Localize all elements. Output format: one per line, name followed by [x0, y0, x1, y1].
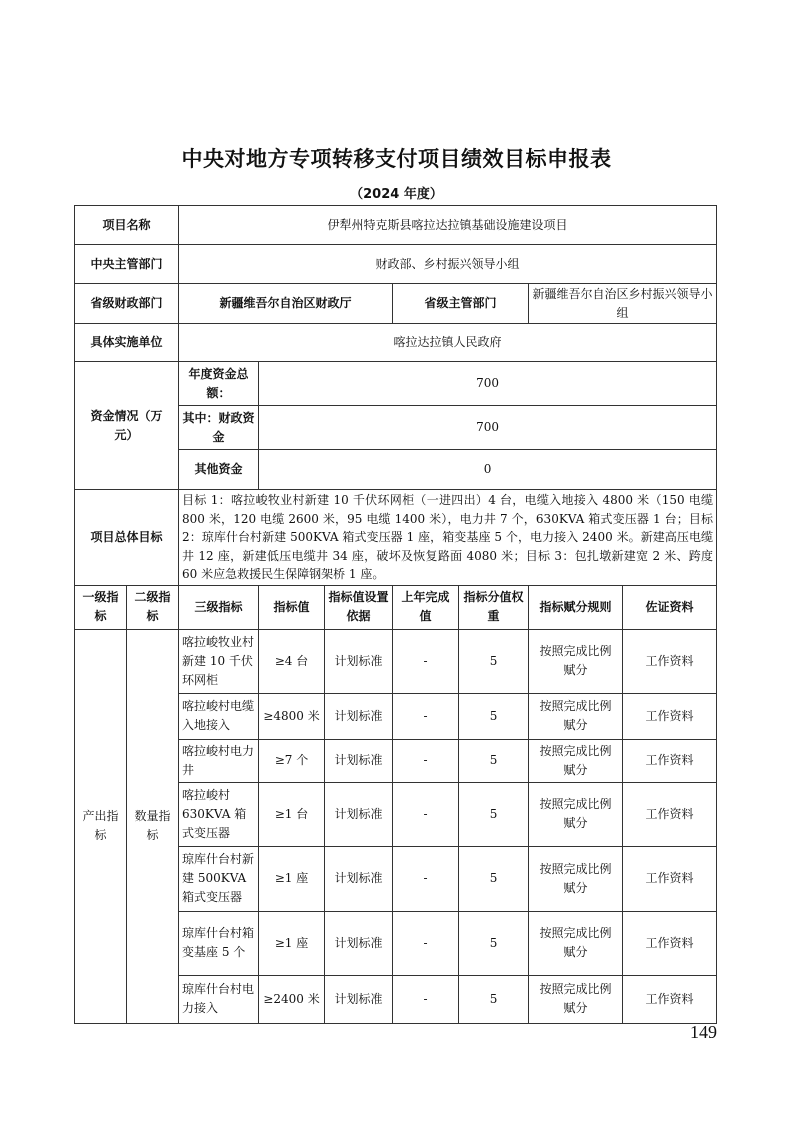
unit-label: 具体实施单位: [75, 324, 179, 362]
indicator-basis: 计划标准: [325, 629, 393, 693]
indicator-basis: 计划标准: [325, 846, 393, 911]
indicator-weight: 5: [459, 629, 529, 693]
prov-dept-label: 省级主管部门: [393, 284, 529, 324]
row-annual-funds: [75, 362, 717, 406]
indicator-evidence: 工作资料: [623, 975, 717, 1023]
col-header-level1: 一级指标: [75, 585, 127, 629]
goal-text: 目标 1：喀拉峻牧业村新建 10 千伏环网柜（一进四出）4 台，电缆入地接入 4800 米（150 电缆 800 米，120 电缆 2600 米，95 电缆 1400 米），电力井 7 个，630KVA 箱式变压器 1 台；目标 2：琼库什台村新建 500KVA 箱式变压器 1 座，箱变基座 5 个，电力接入 2400 米。新建高压电缆井 12 座，新建低压电缆井 34 座，破坏及恢复路面 4080 米；目标 3：包扎墩新建宽 2 米、跨度 60 米应急救援民生保障钢架桥 1 座。: [179, 490, 717, 586]
prov-dept-value: 新疆维吾尔自治区乡村振兴领导小组: [529, 284, 717, 324]
indicator-prev: -: [393, 846, 459, 911]
prov-finance-value: 新疆维吾尔自治区财政厅: [179, 284, 393, 324]
indicator-weight: 5: [459, 782, 529, 846]
indicator-prev: -: [393, 911, 459, 975]
document-year: （2024 年度）: [350, 187, 443, 202]
col-header-rule: 指标赋分规则: [529, 585, 623, 629]
funds-label: 资金情况（万元）: [75, 362, 179, 490]
indicator-basis: 计划标准: [325, 975, 393, 1023]
indicator-basis: 计划标准: [325, 739, 393, 782]
level1-cell: 产出指标: [75, 629, 127, 1023]
indicator-basis: 计划标准: [325, 911, 393, 975]
indicator-prev: -: [393, 693, 459, 739]
project-name-label: 项目名称: [75, 206, 179, 245]
other-funds-label: 其他资金: [179, 450, 259, 490]
indicator-name: 琼库什台村新建 500KVA 箱式变压器: [179, 846, 259, 911]
indicator-rule: 按照完成比例赋分: [529, 911, 623, 975]
document-title: 中央对地方专项转移支付项目绩效目标申报表: [181, 147, 612, 171]
indicator-value: ≥2400 米: [259, 975, 325, 1023]
table-row: [75, 629, 717, 693]
indicator-weight: 5: [459, 975, 529, 1023]
indicator-name: 喀拉峻牧业村新建 10 千伏环网柜: [179, 629, 259, 693]
indicator-rule: 按照完成比例赋分: [529, 846, 623, 911]
indicator-prev: -: [393, 739, 459, 782]
annual-funds-value: 700: [259, 362, 717, 406]
indicator-rule: 按照完成比例赋分: [529, 975, 623, 1023]
indicator-basis: 计划标准: [325, 782, 393, 846]
indicator-prev: -: [393, 629, 459, 693]
indicator-rule: 按照完成比例赋分: [529, 782, 623, 846]
indicator-prev: -: [393, 975, 459, 1023]
indicator-weight: 5: [459, 911, 529, 975]
row-project-name: [75, 206, 717, 245]
indicator-name: 琼库什台村电力接入: [179, 975, 259, 1023]
unit-value: 喀拉达拉镇人民政府: [179, 324, 717, 362]
indicator-value: ≥1 座: [259, 846, 325, 911]
col-header-weight: 指标分值权重: [459, 585, 529, 629]
indicator-evidence: 工作资料: [623, 739, 717, 782]
indicator-value: ≥1 座: [259, 911, 325, 975]
indicator-name: 琼库什台村箱变基座 5 个: [179, 911, 259, 975]
row-unit: [75, 324, 717, 362]
indicator-name: 喀拉峻村电力井: [179, 739, 259, 782]
indicator-weight: 5: [459, 693, 529, 739]
level2-cell: 数量指标: [127, 629, 179, 1023]
row-central-dept: [75, 245, 717, 284]
indicator-value: ≥4 台: [259, 629, 325, 693]
fiscal-funds-value: 700: [259, 406, 717, 450]
col-header-prev: 上年完成值: [393, 585, 459, 629]
prov-finance-label: 省级财政部门: [75, 284, 179, 324]
indicator-weight: 5: [459, 739, 529, 782]
other-funds-value: 0: [259, 450, 717, 490]
indicator-prev: -: [393, 782, 459, 846]
fiscal-funds-label: 其中：财政资金: [179, 406, 259, 450]
indicator-evidence: 工作资料: [623, 782, 717, 846]
indicator-rule: 按照完成比例赋分: [529, 693, 623, 739]
project-name-value: 伊犁州特克斯县喀拉达拉镇基础设施建设项目: [179, 206, 717, 245]
central-dept-value: 财政部、乡村振兴领导小组: [179, 245, 717, 284]
indicator-evidence: 工作资料: [623, 629, 717, 693]
indicator-rule: 按照完成比例赋分: [529, 739, 623, 782]
indicator-value: ≥4800 米: [259, 693, 325, 739]
indicator-name: 喀拉峻村电缆入地接入: [179, 693, 259, 739]
col-header-level3: 三级指标: [179, 585, 259, 629]
indicator-value: ≥1 台: [259, 782, 325, 846]
row-provincial: [75, 284, 717, 324]
central-dept-label: 中央主管部门: [75, 245, 179, 284]
page-number: 149: [690, 1022, 717, 1042]
col-header-basis: 指标值设置依据: [325, 585, 393, 629]
indicator-evidence: 工作资料: [623, 846, 717, 911]
table-header-row: [75, 585, 717, 629]
indicator-rule: 按照完成比例赋分: [529, 629, 623, 693]
goal-label: 项目总体目标: [75, 490, 179, 586]
indicator-basis: 计划标准: [325, 693, 393, 739]
indicator-weight: 5: [459, 846, 529, 911]
col-header-level2: 二级指标: [127, 585, 179, 629]
indicator-evidence: 工作资料: [623, 911, 717, 975]
col-header-value: 指标值: [259, 585, 325, 629]
col-header-evidence: 佐证资料: [623, 585, 717, 629]
annual-funds-label: 年度资金总额：: [179, 362, 259, 406]
indicator-evidence: 工作资料: [623, 693, 717, 739]
indicator-name: 喀拉峻村 630KVA 箱式变压器: [179, 782, 259, 846]
performance-table: [74, 205, 717, 1024]
row-goal: [75, 490, 717, 586]
indicator-value: ≥7 个: [259, 739, 325, 782]
